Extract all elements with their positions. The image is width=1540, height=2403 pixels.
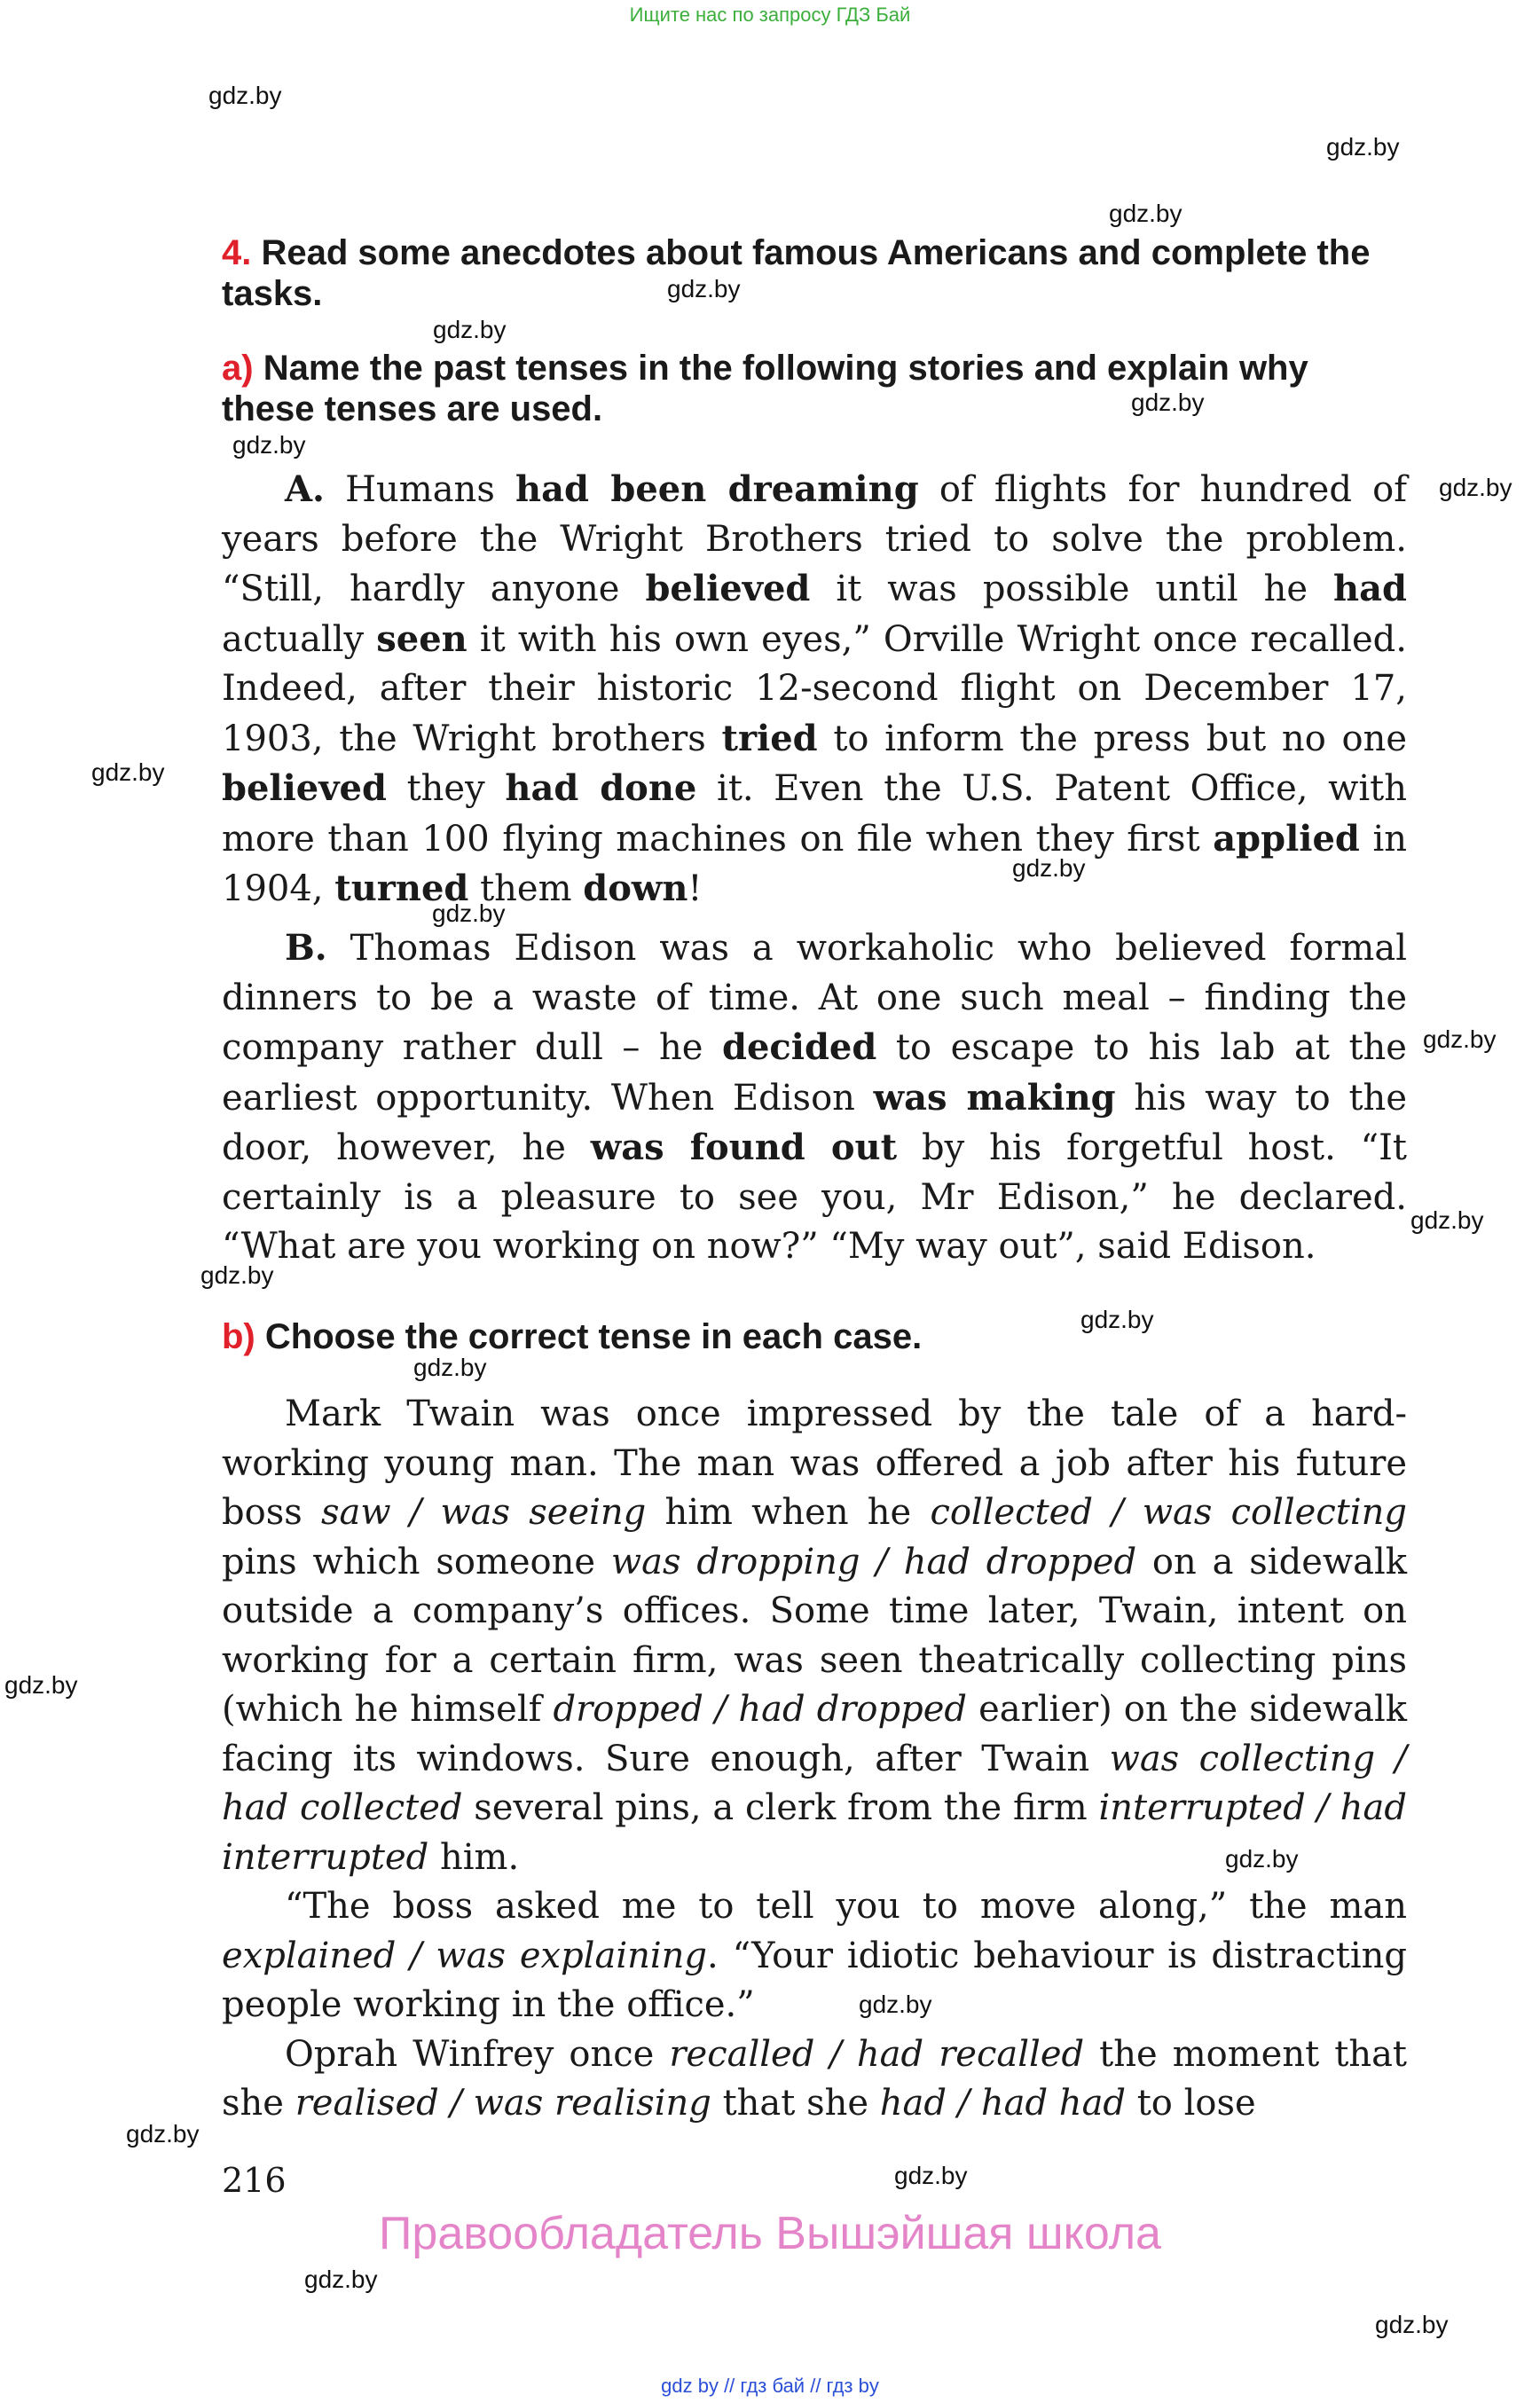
story-text: to escape to his lab at the earliest opportunity. When Edison: [222, 1027, 1407, 1119]
story-text: to inform the press but no one: [817, 718, 1408, 759]
tense-choice: interrupted / had interrupted: [222, 1787, 1407, 1878]
exercise-text: . “Your idiotic behaviour is distracting people working in the office.”: [222, 1935, 1408, 2025]
part-a-letter: a): [222, 349, 254, 388]
story-label: B.: [285, 927, 327, 969]
story-text: them: [468, 868, 584, 909]
verb-highlight: down: [583, 868, 688, 909]
watermark: gdz.by: [1080, 1306, 1154, 1333]
tense-choice: collected / was collecting: [930, 1492, 1407, 1533]
verb-highlight: had been dreaming: [515, 468, 919, 510]
part-a-instruction: [222, 348, 1407, 429]
watermark: gdz.by: [1109, 200, 1182, 227]
story-text: in 1904,: [222, 818, 1407, 909]
story-text: his way to the door, however, he: [222, 1077, 1407, 1168]
story-label: A.: [285, 468, 325, 510]
verb-highlight: had: [1333, 568, 1407, 609]
exercise-paragraph: [222, 1882, 1407, 2030]
search-hint: Ищите нас по запросу ГДЗ Бай: [629, 4, 911, 26]
verb-highlight: applied: [1213, 817, 1360, 860]
verb-highlight: believed: [222, 767, 387, 809]
tense-choice: saw / was seeing: [320, 1492, 647, 1533]
watermark: gdz.by: [200, 1261, 274, 1289]
watermark: gdz.by: [413, 1354, 487, 1381]
exercise-text: earlier) on the sidewalk facing its windows. Sure enough, after Twain: [222, 1689, 1407, 1779]
task-number: 4.: [222, 233, 252, 272]
verb-highlight: turned: [334, 868, 469, 909]
exercise-text: to lose: [1126, 2083, 1256, 2124]
copyright-owner: Правообладатель Вышэйшая школа: [379, 2208, 1161, 2259]
verb-highlight: tried: [721, 717, 818, 759]
watermark: gdz.by: [1439, 474, 1512, 501]
verb-highlight: was making: [873, 1076, 1116, 1119]
watermark: gdz.by: [1326, 133, 1400, 161]
part-a-text: Name the past tenses in the following stories and explain why these tenses are used.: [222, 349, 1308, 428]
page-number: 216: [222, 2161, 287, 2200]
story-text: actually: [222, 618, 377, 660]
exercise-text: on a sidewalk outside a company’s offices. Some time later, Twain, intent on working for a certain firm, was seen theatrically collecting pins (which he himself: [222, 1541, 1407, 1730]
task-title: Read some anecdotes about famous Americans and complete the tasks.: [222, 233, 1371, 313]
story-text: it with his own eyes,” Orville Wright once recalled. Indeed, after their historic 12-second flight on December 17, 1903, the Wright brothers: [222, 618, 1407, 759]
footer-links[interactable]: gdz by // гдз бай // гдз by: [661, 2375, 879, 2397]
tense-choice: recalled / had recalled: [669, 2033, 1085, 2075]
watermark: gdz.by: [1423, 1025, 1497, 1053]
story-b: [222, 923, 1407, 1272]
watermark: gdz.by: [1375, 2311, 1449, 2338]
watermark: gdz.by: [1131, 389, 1205, 416]
tense-choice: was dropping / had dropped: [610, 1541, 1137, 1582]
exercise-text: him.: [428, 1836, 520, 1878]
story-text: of flights for hundred of years before the Wright Brothers tried to solve the problem. “Still, hardly anyone: [222, 469, 1408, 609]
exercise-paragraph: [222, 2030, 1407, 2129]
exercise-text: the moment that she: [222, 2033, 1408, 2124]
exercise-text: Mark Twain was once impressed by the tale of a hard-working young man. The man was offered a job after his future boss: [222, 1394, 1407, 1533]
watermark: gdz.by: [208, 82, 282, 109]
verb-highlight: decided: [721, 1026, 877, 1068]
part-b-letter: b): [222, 1317, 255, 1356]
watermark: gdz.by: [126, 2120, 200, 2148]
watermark: gdz.by: [894, 2162, 968, 2189]
verb-highlight: believed: [645, 568, 811, 609]
watermark: gdz.by: [432, 899, 506, 927]
watermark: gdz.by: [91, 758, 165, 786]
part-b-exercise: [222, 1390, 1407, 2129]
story-text: !: [688, 868, 703, 909]
watermark: gdz.by: [433, 316, 507, 343]
part-b-instruction: [222, 1316, 1407, 1357]
exercise-text: pins which someone: [222, 1541, 611, 1582]
watermark: gdz.by: [1410, 1206, 1484, 1234]
tense-choice: realised / was realising: [295, 2083, 711, 2124]
tense-choice: dropped / had dropped: [553, 1689, 968, 1730]
watermark: gdz.by: [4, 1671, 78, 1699]
story-text: they: [386, 768, 506, 809]
task-heading: [222, 232, 1407, 314]
story-text: it. Even the U.S. Patent Office, with more than 100 flying machines on file when they first: [222, 768, 1407, 860]
exercise-text: several pins, a clerk from the firm: [462, 1787, 1099, 1828]
watermark: gdz.by: [232, 431, 306, 459]
exercise-paragraph: [222, 1390, 1407, 1882]
exercise-text: him when he: [646, 1492, 931, 1533]
watermark: gdz.by: [859, 1991, 932, 2018]
watermark: gdz.by: [304, 2266, 378, 2293]
verb-highlight: was found out: [590, 1127, 898, 1168]
story-a: [222, 465, 1407, 915]
tense-choice: had / had had: [879, 2083, 1127, 2124]
story-text: Humans: [324, 469, 516, 510]
exercise-text: “The boss asked me to tell you to move along,” the man: [285, 1886, 1407, 1927]
watermark: gdz.by: [1225, 1845, 1299, 1873]
exercise-text: Oprah Winfrey once: [285, 2033, 670, 2075]
verb-highlight: had done: [505, 767, 697, 809]
tense-choice: explained / was explaining: [222, 1935, 708, 1976]
exercise-text: that she: [711, 2083, 880, 2124]
watermark: gdz.by: [667, 275, 741, 302]
part-b-text: Choose the correct tense in each case.: [264, 1317, 923, 1356]
story-text: it was possible until he: [810, 569, 1334, 609]
watermark: gdz.by: [1012, 854, 1086, 882]
verb-highlight: seen: [376, 617, 468, 660]
story-text: Thomas Edison was a workaholic who believed formal dinners to be a waste of time. At one such meal – finding the company rather dull – he: [222, 928, 1407, 1068]
story-text: by his forgetful host. “It certainly is a pleasure to see you, Mr Edison,” he declared. “What are you working on now?” “My way out”, said Edison.: [222, 1127, 1407, 1267]
tense-choice: was collecting / had collected: [222, 1738, 1407, 1828]
